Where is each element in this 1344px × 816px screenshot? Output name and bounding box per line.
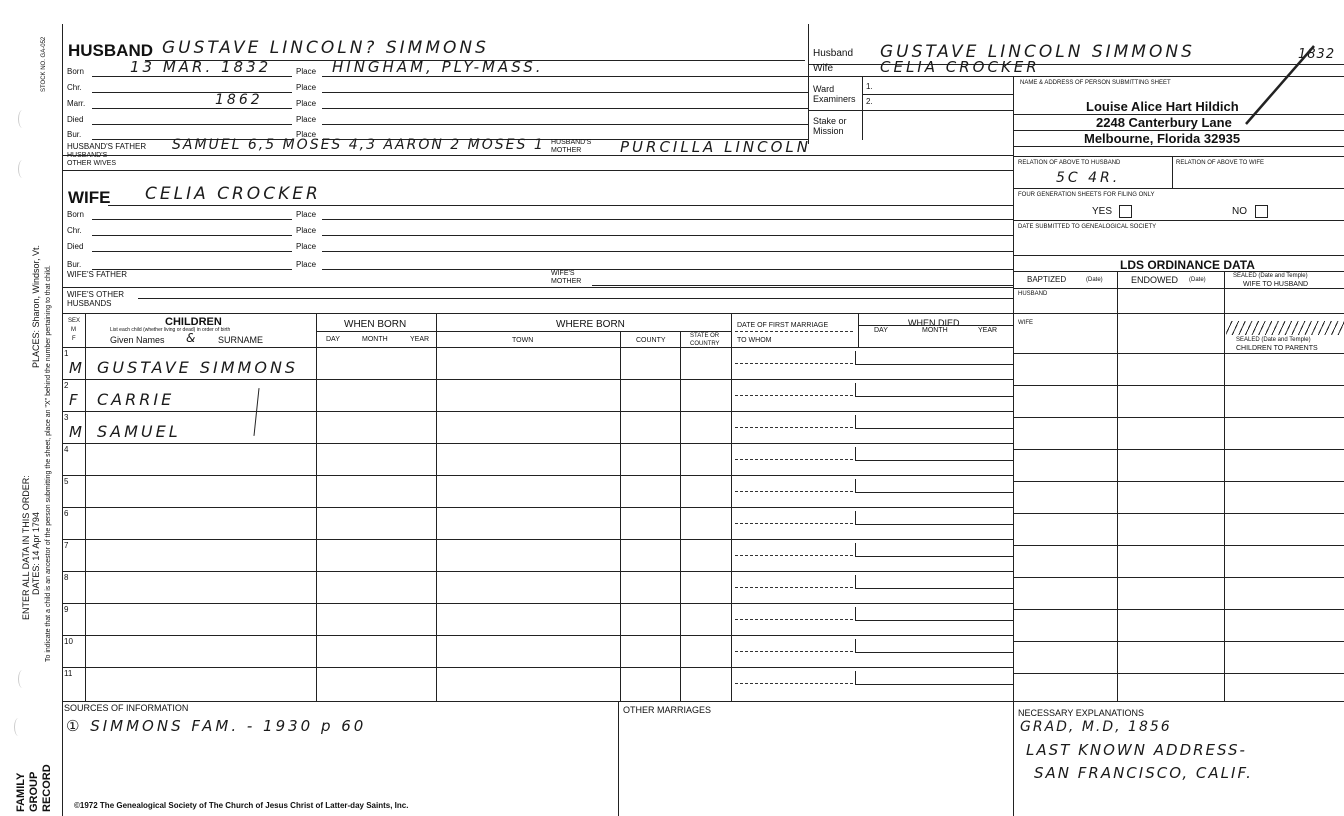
- wife-died-label: Died: [67, 242, 84, 251]
- punch-hole: [14, 718, 23, 736]
- copyright: ©1972 The Genealogical Society of The Church of Jesus Christ of Latter-day Saints, Inc.: [74, 801, 409, 810]
- born-year-label: YEAR: [410, 336, 430, 343]
- sex-m-label: M: [71, 327, 76, 333]
- punch-hole: [18, 110, 27, 128]
- died-month-label: MONTH: [922, 327, 948, 334]
- lds-wife-row: WIFE: [1018, 320, 1033, 326]
- wife-born-label: Born: [67, 210, 84, 219]
- punch-hole: [18, 670, 27, 688]
- header-husband-label: Husband: [813, 48, 854, 59]
- hatched-cell: [1226, 321, 1344, 335]
- check-mark-stroke: [1240, 40, 1320, 130]
- child-number: 7: [64, 541, 69, 550]
- sources-value: ① SIMMONS FAM. - 1930 p 60: [66, 717, 367, 735]
- first-marriage-label: DATE OF FIRST MARRIAGE: [737, 322, 829, 329]
- dates-order-label: DATES: 14 Apr 1794: [31, 512, 41, 595]
- wife-bur-label: Bur.: [67, 260, 82, 269]
- husband-other-wives-label-1: HUSBAND'S: [67, 152, 108, 159]
- wife-father-label: WIFE'S FATHER: [67, 270, 128, 279]
- born-month-label: MONTH: [362, 336, 388, 343]
- submitter-city: Melbourne, Florida 32935: [1084, 131, 1241, 146]
- husband-bur-label: Bur.: [67, 130, 82, 139]
- yes-label: YES: [1092, 206, 1113, 217]
- children-label: CHILDREN: [165, 316, 222, 328]
- examiner-2: 2.: [866, 97, 873, 106]
- child-number: 8: [64, 573, 69, 582]
- wife-born-place-label: Place: [296, 210, 317, 219]
- child-number: 5: [64, 477, 69, 486]
- when-born-label: WHEN BORN: [344, 319, 407, 330]
- husband-marr-place-label: Place: [296, 99, 317, 108]
- husband-other-wives-label-2: OTHER WIVES: [67, 160, 117, 167]
- husband-chr-label: Chr.: [67, 83, 82, 92]
- stake-label-1: Stake or: [813, 116, 847, 126]
- husband-name: GUSTAVE LINCOLN? SIMMONS: [162, 38, 489, 58]
- husband-mother-label-2: MOTHER: [551, 147, 582, 154]
- sealed-wife-label-1: SEALED (Date and Temple): [1233, 273, 1308, 279]
- child-number: 11: [64, 669, 73, 678]
- died-day-label: DAY: [874, 327, 888, 334]
- child-number: 1: [64, 349, 69, 358]
- places-order-label: PLACES: Sharon, Windsor, Vt.: [31, 244, 41, 368]
- endowed-label: ENDOWED: [1131, 275, 1178, 285]
- where-born-label: WHERE BORN: [556, 319, 625, 330]
- stake-label-2: Mission: [813, 126, 844, 136]
- form-title-record: RECORD: [41, 764, 53, 812]
- wife-other-husbands-label-1: WIFE'S OTHER: [67, 290, 125, 299]
- given-amp: &: [186, 331, 199, 345]
- children-note: List each child (whether living or dead) in order of birth: [110, 327, 231, 333]
- sealed-children-label-1: SEALED (Date and Temple): [1236, 337, 1311, 343]
- born-day-label: DAY: [326, 336, 340, 343]
- examiner-1: 1.: [866, 82, 873, 91]
- examiners-label: Examiners: [813, 94, 856, 104]
- stock-number: STOCK NO. GA-052: [41, 36, 47, 92]
- wife-chr-label: Chr.: [67, 226, 82, 235]
- relation-husband-value: 5C 4R.: [1056, 170, 1121, 186]
- husband-father-value: SAMUEL 6,5 MOSES 4,3 AARON 2 MOSES 1: [172, 137, 545, 153]
- child-sex: F: [69, 391, 81, 409]
- child-number: 4: [64, 445, 69, 454]
- husband-died-label: Died: [67, 115, 84, 124]
- header-husband-year: 1832: [1298, 47, 1336, 62]
- husband-born-value: 13 MAR. 1832: [130, 58, 272, 76]
- yes-checkbox[interactable]: [1119, 205, 1132, 218]
- husband-born-label: Born: [67, 67, 84, 76]
- explanation-line-1: GRAD, M.D, 1856: [1020, 719, 1172, 735]
- sex-label: SEX: [68, 318, 81, 324]
- husband-mother-value: PURCILLA LINCOLN: [620, 138, 811, 156]
- husband-born-place-label: Place: [296, 67, 317, 76]
- child-number: 9: [64, 605, 69, 614]
- no-checkbox[interactable]: [1255, 205, 1268, 218]
- endowed-date-note: (Date): [1189, 277, 1206, 283]
- child-number: 3: [64, 413, 69, 422]
- other-marriages-label: OTHER MARRIAGES: [623, 705, 712, 715]
- husband-bur-place-label: Place: [296, 130, 317, 139]
- child-sex: M: [69, 423, 85, 441]
- husband-mother-label-1: HUSBAND'S: [551, 139, 592, 146]
- given-names-label: Given Names: [110, 335, 165, 345]
- relation-wife-label: RELATION OF ABOVE TO WIFE: [1176, 160, 1265, 166]
- wife-mother-label-1: WIFE'S: [551, 270, 575, 277]
- surname-label: SURNAME: [218, 335, 264, 345]
- submitter-street: 2248 Canterbury Lane: [1096, 115, 1232, 130]
- wife-bur-place-label: Place: [296, 260, 317, 269]
- lds-title: LDS ORDINANCE DATA: [1120, 258, 1255, 272]
- form-title-family: FAMILY: [15, 772, 27, 812]
- county-label: COUNTY: [636, 337, 666, 344]
- header-wife-value: CELIA CROCKER: [880, 58, 1040, 76]
- state-label-1: STATE OR: [690, 333, 720, 339]
- baptized-date-note: (Date): [1086, 277, 1103, 283]
- wife-died-place-label: Place: [296, 242, 317, 251]
- child-number: 6: [64, 509, 69, 518]
- submitter-name: Louise Alice Hart Hildich: [1086, 99, 1239, 114]
- when-died-label: WHEN DIED: [908, 318, 960, 328]
- child-number: 2: [64, 381, 69, 390]
- punch-hole: [18, 160, 27, 178]
- husband-born-place: HINGHAM, PLY-MASS.: [332, 58, 544, 76]
- ward-label: Ward: [813, 84, 835, 94]
- child-name: CARRIE: [97, 390, 175, 409]
- sex-f-label: F: [72, 336, 76, 342]
- form-title-group: GROUP: [28, 771, 40, 812]
- header-wife-label: Wife: [813, 63, 833, 74]
- sealed-children-label-2: CHILDREN TO PARENTS: [1236, 345, 1318, 352]
- sources-label: SOURCES OF INFORMATION: [64, 703, 189, 713]
- header-husband-value: GUSTAVE LINCOLN SIMMONS: [880, 42, 1195, 62]
- to-whom-label: TO WHOM: [737, 337, 772, 344]
- relation-husband-label: RELATION OF ABOVE TO HUSBAND: [1018, 160, 1121, 166]
- wife-name: CELIA CROCKER: [145, 184, 321, 204]
- child-number: 10: [64, 637, 73, 646]
- husband-died-place-label: Place: [296, 115, 317, 124]
- four-generation-label: FOUR GENERATION SHEETS FOR FILING ONLY: [1018, 192, 1155, 198]
- child-name: SAMUEL: [97, 422, 181, 441]
- lds-husband-row: HUSBAND: [1018, 291, 1048, 297]
- baptized-label: BAPTIZED: [1027, 275, 1067, 284]
- sealed-wife-label-2: WIFE TO HUSBAND: [1243, 281, 1309, 288]
- husband-chr-place-label: Place: [296, 83, 317, 92]
- husband-marr-label: Marr.: [67, 99, 86, 108]
- child-name: GUSTAVE SIMMONS: [97, 358, 299, 377]
- wife-mother-label-2: MOTHER: [551, 278, 582, 285]
- hand-stroke: [253, 388, 259, 436]
- enter-data-label: ENTER ALL DATA IN THIS ORDER:: [21, 475, 31, 620]
- husband-heading: HUSBAND: [68, 41, 153, 60]
- wife-other-husbands-label-2: HUSBANDS: [67, 299, 112, 308]
- husband-marr-value: 1862: [215, 92, 263, 108]
- date-submitted-label: DATE SUBMITTED TO GENEALOGICAL SOCIETY: [1018, 224, 1157, 230]
- wife-heading: WIFE: [68, 188, 111, 207]
- explanation-line-3: SAN FRANCISCO, CALIF.: [1034, 764, 1253, 782]
- state-label-2: COUNTRY: [690, 341, 720, 347]
- wife-chr-place-label: Place: [296, 226, 317, 235]
- husband-father-label: HUSBAND'S FATHER: [67, 142, 147, 151]
- submitter-label: NAME & ADDRESS OF PERSON SUBMITTING SHEET: [1020, 80, 1171, 86]
- no-label: NO: [1232, 206, 1247, 217]
- ancestor-note: To indicate that a child is an ancestor of the person submitting the sheet, place an "X" behind the number pertaining to that child.: [45, 265, 52, 662]
- explanations-label: NECESSARY EXPLANATIONS: [1018, 708, 1145, 718]
- died-year-label: YEAR: [978, 327, 998, 334]
- explanation-line-2: LAST KNOWN ADDRESS-: [1026, 741, 1247, 759]
- child-sex: M: [69, 359, 85, 377]
- town-label: TOWN: [512, 337, 534, 344]
